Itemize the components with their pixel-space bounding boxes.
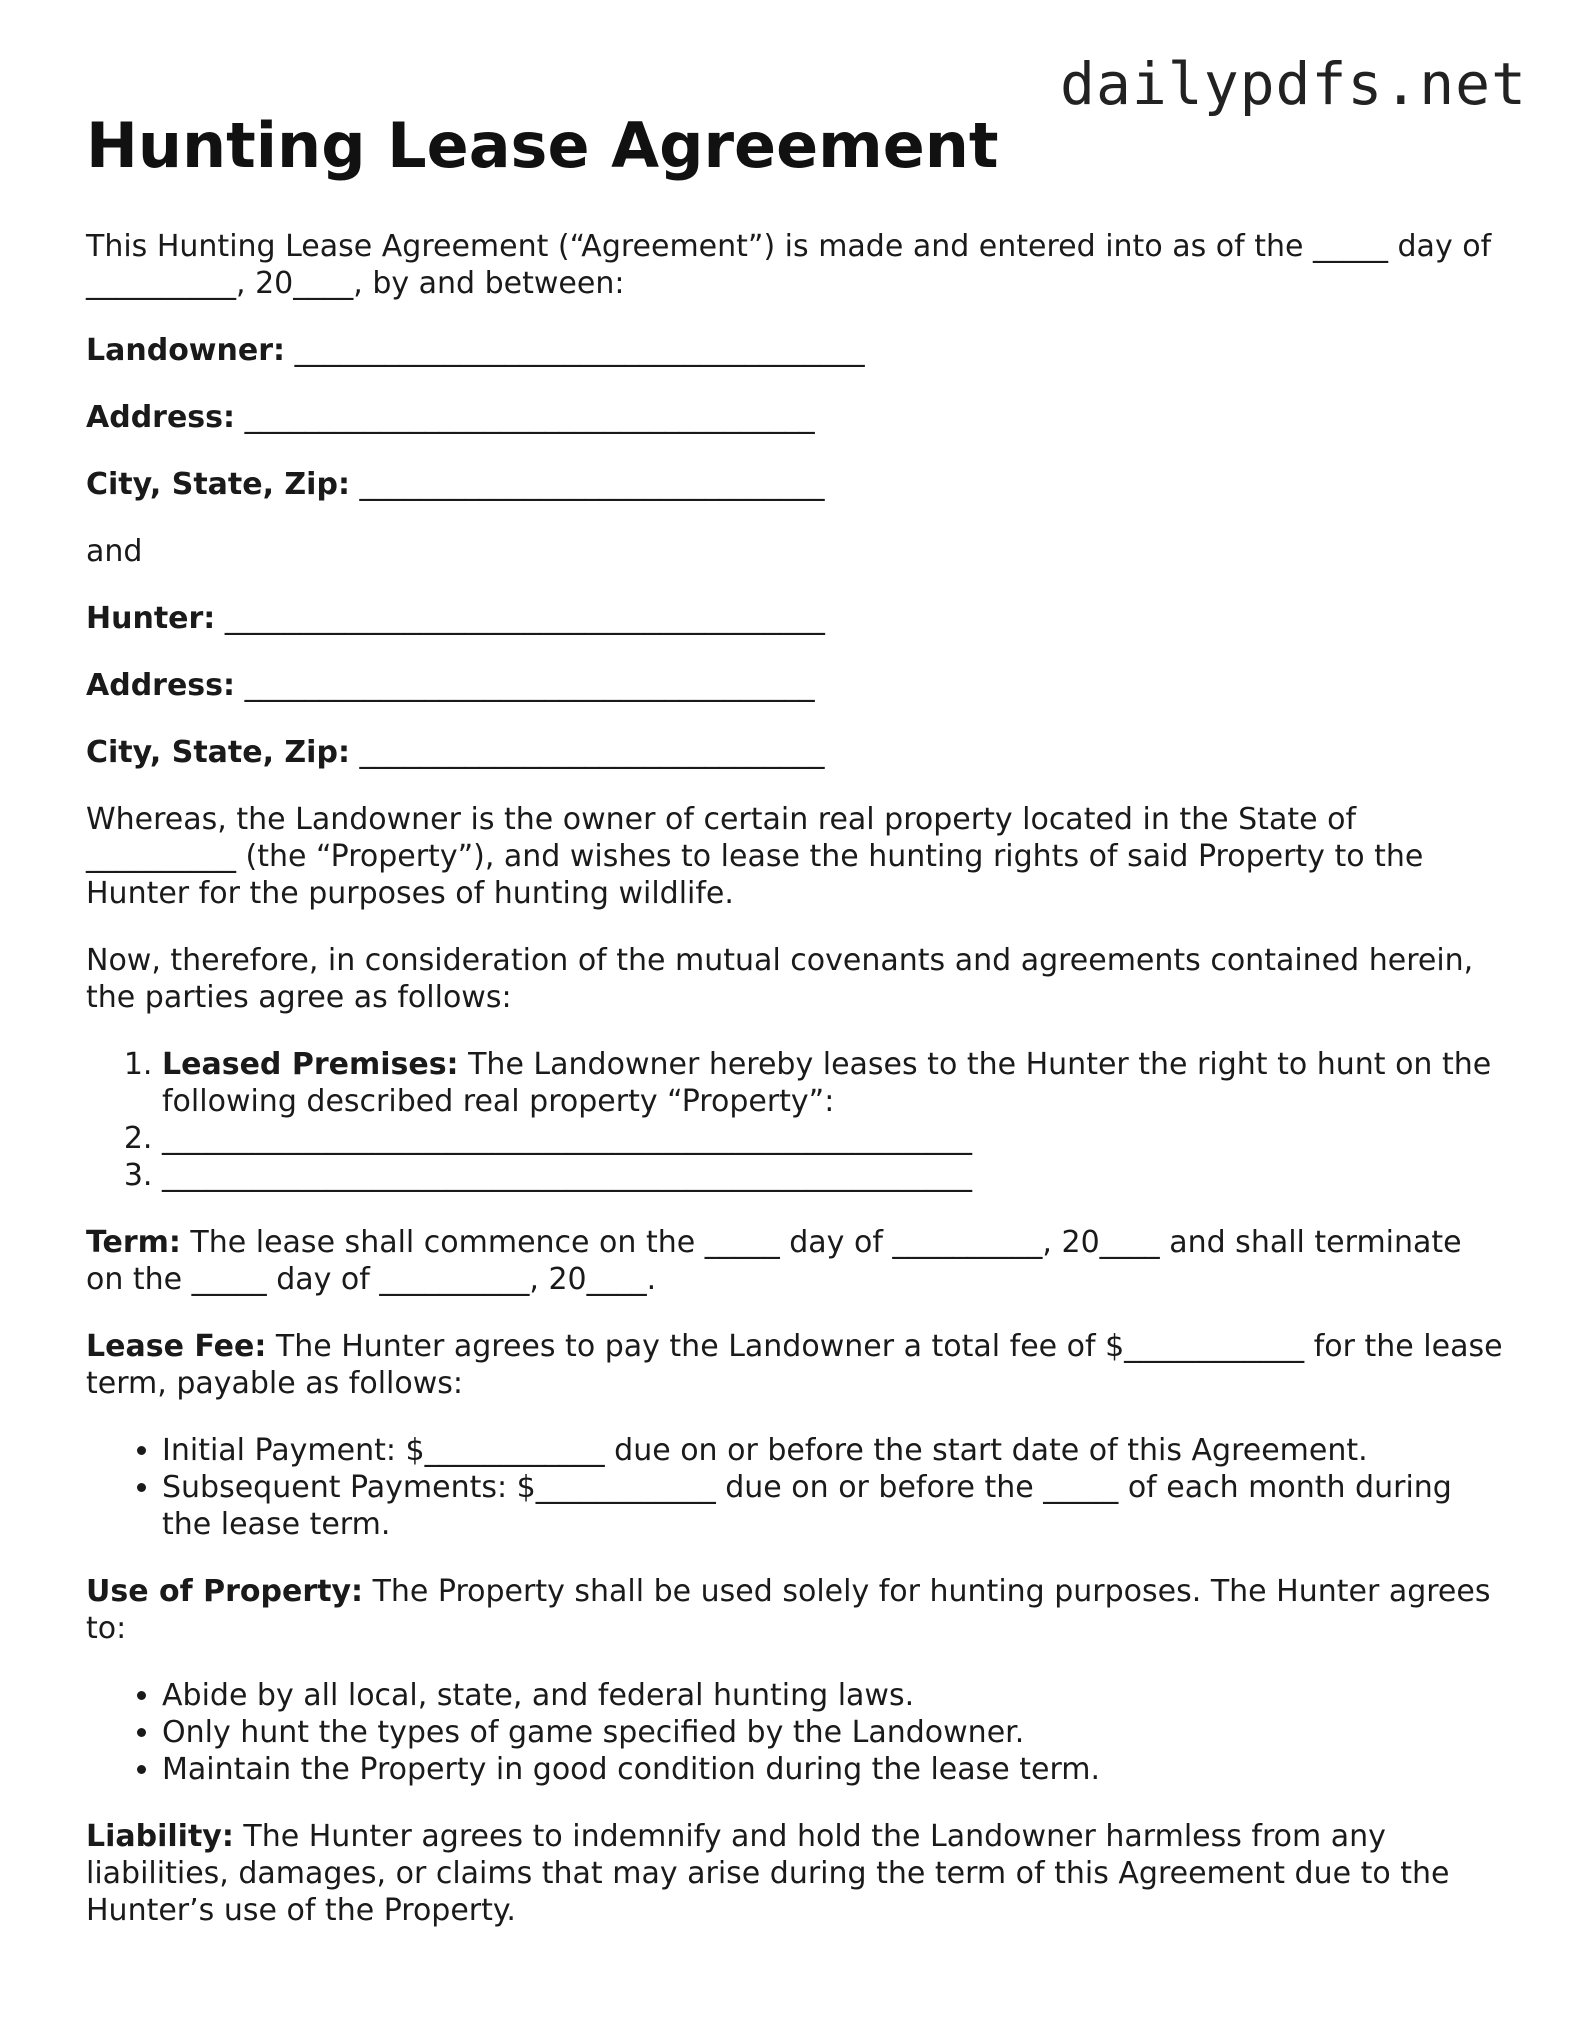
property-blank-line: ______________________________________________________ xyxy=(162,1121,972,1156)
leased-premises-label: Leased Premises: xyxy=(162,1047,459,1082)
watermark-text: dailypdfs.net xyxy=(1060,50,1527,118)
term-paragraph xyxy=(86,1224,1506,1298)
payment-list xyxy=(86,1432,1506,1543)
liability-paragraph xyxy=(86,1818,1506,1929)
whereas-paragraph: Whereas, the Landowner is the owner of certain real property located in the State of __________ (the “Property”), and wishes to lease the hunting rights of said Property to the Hunter for the purposes of hunting wildlife. xyxy=(86,802,1424,911)
term-label: Term: xyxy=(86,1225,181,1260)
numbered-list xyxy=(86,1046,1506,1194)
property-blank-line: ______________________________________________________ xyxy=(162,1158,972,1193)
landowner-city-blank: _______________________________ xyxy=(359,467,825,502)
use-of-property-label: Use of Property: xyxy=(86,1574,364,1609)
landowner-address-label: Address: xyxy=(86,400,236,435)
hunter-city-field xyxy=(86,734,1506,771)
liability-text: The Hunter agrees to indemnify and hold the Landowner harmless from any liabilities, damages, or claims that may arise during the term of this Agreement due to the Hunter’s use of the Property. xyxy=(86,1819,1450,1928)
list-item: • Subsequent Payments: $____________ due on or before the _____ of each month during the lease term. xyxy=(162,1469,1506,1543)
list-item: • Only hunt the types of game specified by the Landowner. xyxy=(162,1714,1506,1751)
now-therefore-paragraph: Now, therefore, in consideration of the mutual covenants and agreements contained herein, the parties agree as follows: xyxy=(86,943,1474,1015)
document-title: Hunting Lease Agreement xyxy=(86,109,999,182)
hunter-name-field xyxy=(86,600,1506,637)
hunter-name-label: Hunter: xyxy=(86,601,216,636)
landowner-city-label: City, State, Zip: xyxy=(86,467,350,502)
lease-fee-label: Lease Fee: xyxy=(86,1329,267,1364)
list-item: • Abide by all local, state, and federal hunting laws. xyxy=(162,1677,1506,1714)
list-item: • Initial Payment: $____________ due on or before the start date of this Agreement. xyxy=(162,1432,1506,1469)
landowner-city-field xyxy=(86,466,1506,503)
liability-label: Liability: xyxy=(86,1819,234,1854)
term-text: The lease shall commence on the _____ day of __________, 20____ and shall terminate on the _____ day of __________, 20____. xyxy=(86,1225,1462,1297)
list-item xyxy=(162,1157,1506,1194)
landowner-address-field xyxy=(86,399,1506,436)
hunter-address-label: Address: xyxy=(86,668,236,703)
hunter-address-field xyxy=(86,667,1506,704)
hunter-name-blank: ________________________________________ xyxy=(224,601,825,636)
use-of-property-text: The Property shall be used solely for hunting purposes. The Hunter agrees to: xyxy=(86,1574,1491,1646)
landowner-address-blank: ______________________________________ xyxy=(244,400,815,435)
list-item xyxy=(162,1120,1506,1157)
list-item: • Maintain the Property in good condition during the lease term. xyxy=(162,1751,1506,1788)
use-of-property-paragraph xyxy=(86,1573,1506,1647)
document-page xyxy=(86,108,1506,1959)
list-item xyxy=(162,1046,1506,1120)
landowner-name-field xyxy=(86,332,1506,369)
landowner-name-label: Landowner: xyxy=(86,333,286,368)
intro-paragraph: This Hunting Lease Agreement (“Agreement”) is made and entered into as of the _____ day of __________, 20____, by and between: xyxy=(86,229,1492,301)
hunter-address-blank: ______________________________________ xyxy=(244,668,815,703)
lease-fee-paragraph xyxy=(86,1328,1506,1402)
lease-fee-text: The Hunter agrees to pay the Landowner a total fee of $____________ for the lease term, payable as follows: xyxy=(86,1329,1503,1401)
hunter-city-blank: _______________________________ xyxy=(359,735,825,770)
leased-premises-text: The Landowner hereby leases to the Hunter the right to hunt on the following described real property “Property”: xyxy=(162,1047,1492,1119)
landowner-name-blank: ______________________________________ xyxy=(294,333,865,368)
hunter-city-label: City, State, Zip: xyxy=(86,735,350,770)
obligations-list xyxy=(86,1677,1506,1788)
and-text: and xyxy=(86,534,143,569)
